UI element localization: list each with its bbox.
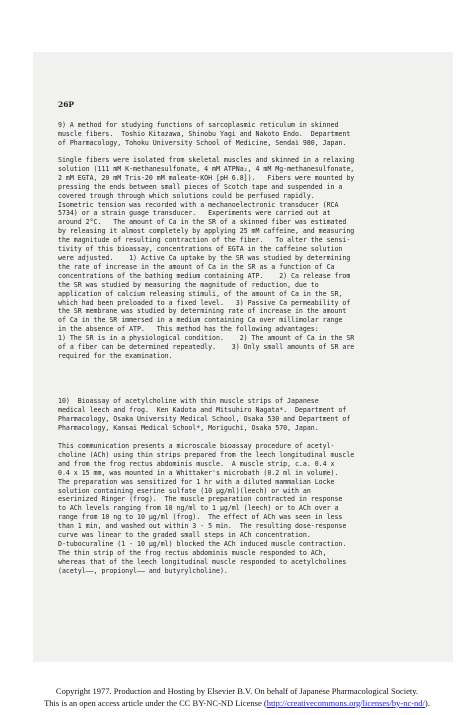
abstract-10-body: This communication presents a microscale bioassay procedure of acetyl- choline (ACh) using thin strips prepared from the leech longitudinal muscle and from the frog rectus abdominis muscle. A muscle strip, c.a. 0.4 x 0.4 x 15 mm, was mounted in a Whittaker's microbath (0.2 ml in volume). The preparation was sensitized for 1 hr with a diluted mammalian Locke solution containing eserine sulfate (10 µg/ml)(leech) or with an eserinized Ringer (frog). The muscle preparation contracted in response to ACh levels ranging from 10 ng/ml to 1 µg/ml (leech) or to ACh over a range from 10 ng to 10 µg/ml (frog). The effect of ACh was seen in less than 1 min, and washed out within 3 - 5 min. The resulting dose-response curve was linear to the graded small steps in ACh concentration. D-tubocuraline (1 - 10 µg/ml) blocked the ACh induced muscle contraction. The thin strip of the frog rectus abdominis muscle responded to ACh, whereas that of the leech longitudinal muscle responded to acetylcholines (acetyl——, propionyl—— and butyrylcholine). bbox=[58, 442, 355, 575]
page-number: 26P bbox=[58, 100, 75, 109]
abstract-10-heading: 10) Bioassay of acetylcholine with thin muscle strips of Japanese medical leech and frog. Ken Kadota and Mitsuhiro Nagata*. Department of Pharmacology, Osaka University Medical School, Osaka 530 and Department of Pharmacology, Kansai Medical School*, Moriguchi, Osaka 570, Japan. bbox=[58, 397, 351, 432]
license-line: This is an open access article under the CC BY-NC-ND License (http://creativecommons.org/licenses/by-nc-nd/). bbox=[44, 697, 430, 708]
copyright-line: Copyright 1977. Production and Hosting by Elsevier B.V. On behalf of Japanese Pharmacological Society. bbox=[55, 686, 419, 696]
license-link[interactable]: http://creativecommons.org/licenses/by-nc-nd/ bbox=[266, 697, 425, 708]
abstract-9-body: Single fibers were isolated from skeletal muscles and skinned in a relaxing solution (111 mM K-methanesulfonate, 4 mM ATPNa₂, 4 mM Mg-methanesulfonate, 2 mM EGTA, 20 mM Tris-20 mM maleate-KOH [pH 6.8]). Fibers were mounted by pressing the ends between small pieces of Scotch tape and suspended in a covered trough through which solutions could be perfused rapidly. Isometric tension was recorded with a mechanoelectronic transducer (RCA 5734) or a strain guage transducer. Experiments were carried out at around 2°C. The amount of Ca in the SR of a skinned fiber was estimated by releasing it almost completely by applying 25 mM caffeine, and measuring the magnitude of resulting contraction of the fiber. To alter the sensi- tivity of this bioassay, concentrations of EGTA in the caffeine solution were adjusted. 1) Active Ca uptake by the SR was studied by determining the rate of increase in the amount of Ca in the SR as a function of Ca concentrations of the bathing medium containing ATP. 2) Ca release from the SR was studied by measuring the magnitude of reduction, due to application of calcium releasing stimuli, of the amount of Ca in the SR, which had been preloaded to a fixed level. 3) Passive Ca permeability of the SR membrane was studied by determining rate of increase in the amount of Ca in the SR immersed in a medium containing Ca over millimolar range in the absence of ATP. This method has the following advantages: 1) The SR is in a physiological condition. 2) The amount of Ca in the SR of a fiber can be determined repeatedly. 3) Only small amounts of SR are required for the examination. bbox=[58, 156, 355, 360]
copyright-footer bbox=[0, 686, 474, 709]
abstract-9-heading: 9) A method for studying functions of sarcoplasmic reticulum in skinned muscle fibers. Toshio Kitazawa, Shinobu Yagi and Nakoto Endo. Department of Pharmacology, Tohoku University School of Medicine, Sendai 980, Japan. bbox=[58, 121, 351, 147]
